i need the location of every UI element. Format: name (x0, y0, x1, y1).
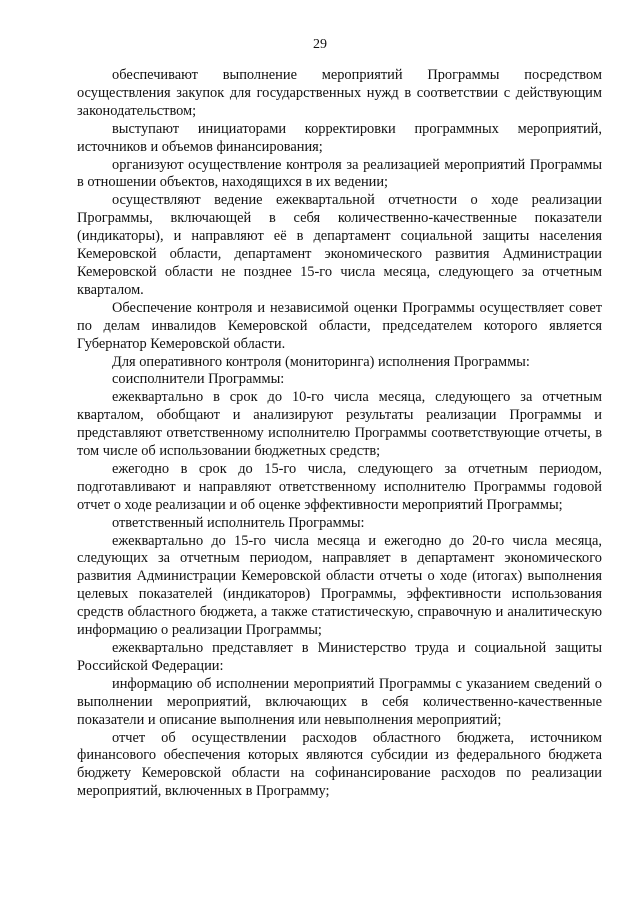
paragraph: информацию об исполнении мероприятий Программы с указанием сведений о выполнении мероприятий, включающих в себя количественно-качественные показатели и описание выполнения или невыполнения мероприятий; (77, 675, 602, 728)
paragraph: Обеспечение контроля и независимой оценки Программы осуществляет совет по делам инвалидов Кемеровской области, председателем которого является Губернатор Кемеровской области. (77, 299, 602, 352)
paragraph: ежегодно в срок до 15-го числа, следующего за отчетным периодом, подготавливают и направляют ответственному исполнителю Программы годовой отчет о ходе реализации и об оценке эффективности мероприятий Программы; (77, 460, 602, 513)
paragraph: выступают инициаторами корректировки программных мероприятий, источников и объемов финансирования; (77, 120, 602, 155)
page-number: 29 (313, 37, 327, 52)
paragraph: ежеквартально в срок до 10-го числа месяца, следующего за отчетным кварталом, обобщают и анализируют результаты реализации Программы и представляют ответственному исполнителю Программы соответствующие отчеты, в том числе об использовании бюджетных средств; (77, 389, 602, 460)
paragraph: ответственный исполнитель Программы: (112, 514, 365, 531)
paragraph: ежеквартально представляет в Министерство труда и социальной защиты Российской Федерации: (77, 640, 602, 674)
paragraph: обеспечивают выполнение мероприятий Программы посредством осуществления закупок для государственных нужд в соответствии с действующим законодательством; (77, 67, 602, 119)
document-body (77, 67, 602, 801)
paragraph: Для оперативного контроля (мониторинга) исполнения Программы: (112, 353, 530, 370)
paragraph: отчет об осуществлении расходов областного бюджета, источником финансового обеспечения которых являются субсидии из федерального бюджета бюджету Кемеровской области на софинансирование расходов по реализации мероприятий, включенных в Программу; (77, 729, 602, 800)
paragraph: организуют осуществление контроля за реализацией мероприятий Программы в отношении объектов, находящихся в их ведении; (77, 156, 602, 191)
paragraph: осуществляют ведение ежеквартальной отчетности о ходе реализации Программы, включающей в себя количественно-качественные показатели (индикаторы), и направляют её в департамент социальной защиты населения Кемеровской области, департамент экономического развития Администрации Кемеровской области не позднее 15-го числа месяца, следующего за отчетным кварталом. (77, 192, 602, 298)
paragraph: ежеквартально до 15-го числа месяца и ежегодно до 20-го числа месяца, следующих за отчетным периодом, направляет в департамент экономического развития Администрации Кемеровской области отчеты о ходе (итогах) выполнения целевых показателей (индикаторов) Программы, эффективности использования средств областного бюджета, а также статистическую, справочную и аналитическую информацию о реализации Программы; (77, 532, 602, 639)
paragraph: соисполнители Программы: (112, 371, 285, 388)
